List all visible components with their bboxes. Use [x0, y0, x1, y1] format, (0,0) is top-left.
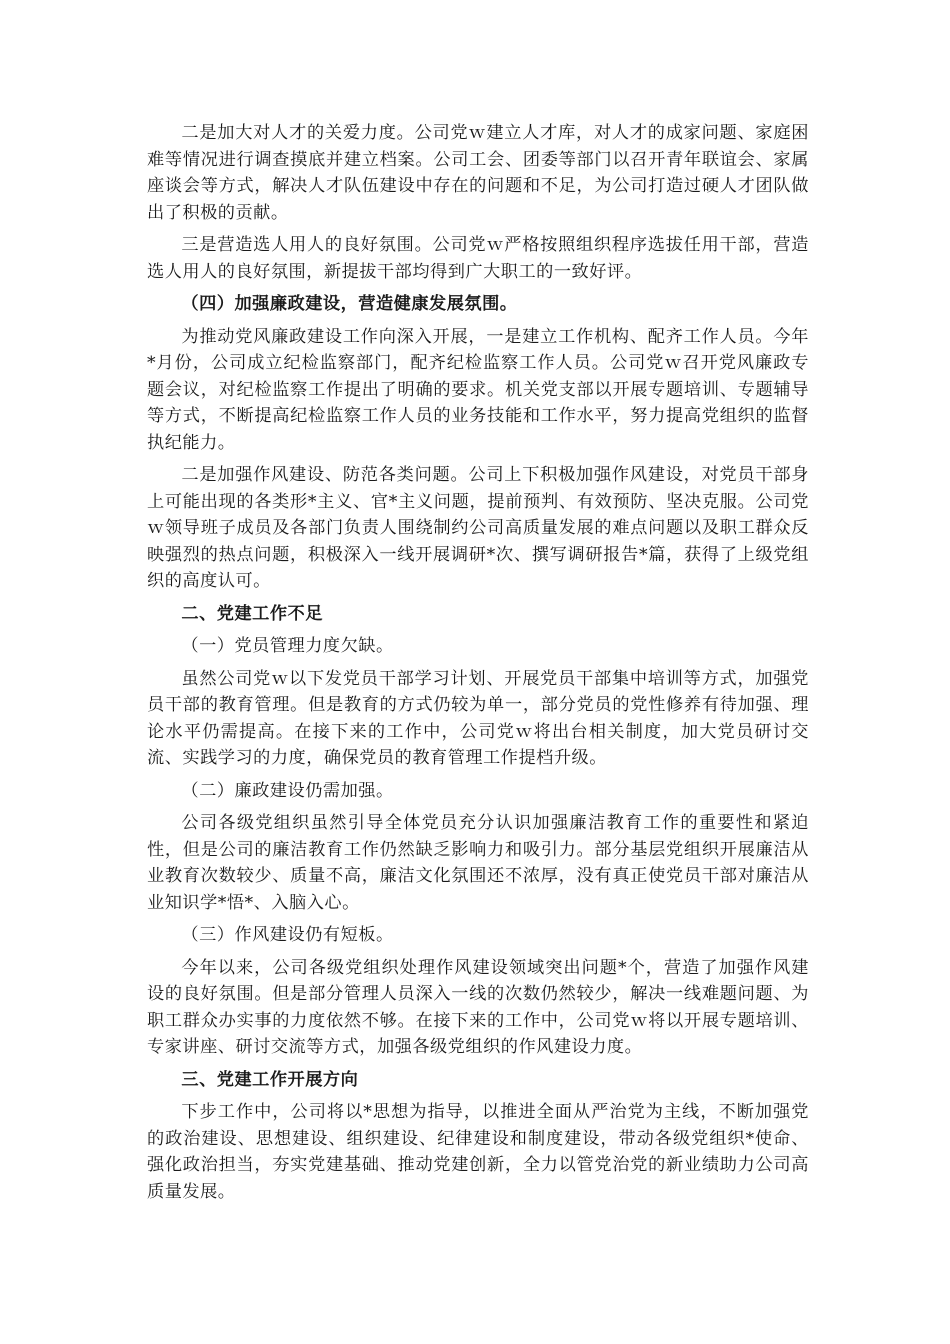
paragraph-member-management: 虽然公司党ｗ以下发党员干部学习计划、开展党员干部集中培训等方式，加强党员干部的教育管理。但是教育的方式仍较为单一，部分党员的党性修养有待加强、理论水平仍需提高。在接下来的工作中，公司党ｗ将出台相关制度，加大党员研讨交流、实践学习的力度，确保党员的教育管理工作提档升级。 [147, 668, 809, 768]
paragraph-talent-care: 二是加大对人才的关爱力度。公司党ｗ建立人才库，对人才的成家问题、家庭困难等情况进行调查摸底并建立档案。公司工会、团委等部门以召开青年联谊会、家属座谈会等方式，解决人才队伍建设中存在的问题和不足，为公司打造过硬人才团队做出了积极的贡献。 [147, 123, 809, 223]
paragraph-integrity-organization: 为推动党风廉政建设工作向深入开展，一是建立工作机构、配齐工作人员。今年*月份，公司成立纪检监察部门，配齐纪检监察工作人员。公司党ｗ召开党风廉政专题会议，对纪检监察工作提出了明确的要求。机关党支部以开展专题培训、专题辅导等方式，不断提高纪检监察工作人员的业务技能和工作水平，努力提高党组织的监督执纪能力。 [147, 326, 809, 453]
chapter-heading-2: 二、党建工作不足 [181, 603, 323, 624]
paragraph-selection-atmosphere: 三是营造选人用人的良好氛围。公司党ｗ严格按照组织程序选拔任用干部，营造选人用人的良好氛围，新提拔干部均得到广大职工的一致好评。 [147, 235, 809, 282]
paragraph-work-style: 二是加强作风建设、防范各类问题。公司上下积极加强作风建设，对党员干部身上可能出现的各类形*主义、官*主义问题，提前预判、有效预防、坚决克服。公司党ｗ领导班子成员及各部门负责人围绕制约公司高质量发展的难点问题以及职工群众反映强烈的热点问题，积极深入一线开展调研*次、撰写调研报告*篇，获得了上级党组织的高度认可。 [147, 465, 809, 591]
document-page [147, 120, 809, 1205]
subheading-integrity: （二）廉政建设仍需加强。 [181, 780, 394, 801]
section-heading-4: （四）加强廉政建设，营造健康发展氛围。 [181, 294, 518, 314]
subheading-member-management: （一）党员管理力度欠缺。 [181, 636, 394, 656]
chapter-heading-3: 三、党建工作开展方向 [181, 1069, 359, 1090]
paragraph-work-style-issues: 今年以来，公司各级党组织处理作风建设领域突出问题*个，营造了加强作风建设的良好氛围。但是部分管理人员深入一线的次数仍然较少，解决一线难题问题、为职工群众办实事的力度依然不够。在接下来的工作中，公司党ｗ将以开展专题培训、专家讲座、研讨交流等方式，加强各级党组织的作风建设力度。 [147, 957, 809, 1057]
paragraph-integrity-education: 公司各级党组织虽然引导全体党员充分认识加强廉洁教育工作的重要性和紧迫性，但是公司的廉洁教育工作仍然缺乏影响力和吸引力。部分基层党组织开展廉洁从业教育次数较少、质量不高，廉洁文化氛围还不浓厚，没有真正使党员干部对廉洁从业知识学*悟*、入脑入心。 [147, 813, 809, 913]
paragraph-direction: 下步工作中，公司将以*思想为指导，以推进全面从严治党为主线，不断加强党的政治建设、思想建设、组织建设、纪律建设和制度建设，带动各级党组织*使命、强化政治担当，夯实党建基础、推动党建创新，全力以管党治党的新业绩助力公司高质量发展。 [147, 1102, 809, 1202]
subheading-work-style: （三）作风建设仍有短板。 [181, 925, 394, 945]
